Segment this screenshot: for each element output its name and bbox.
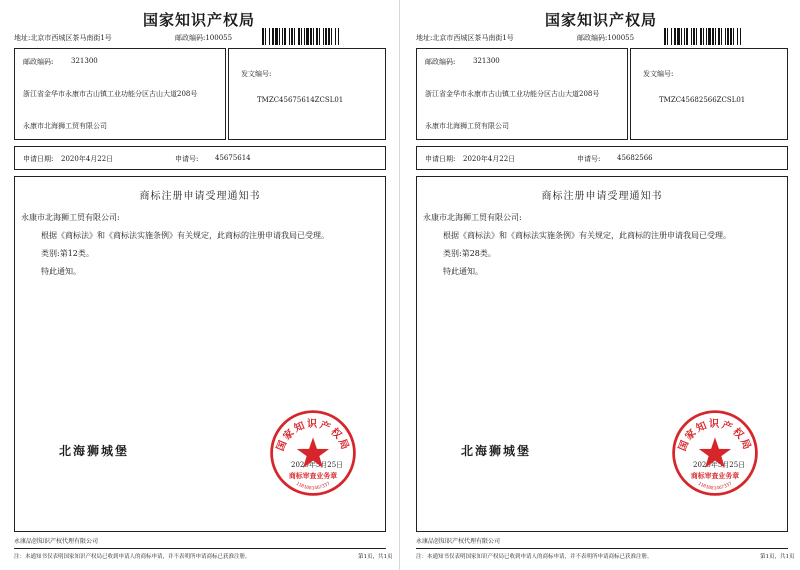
seal-bottom-text: 商标审查业务章: [690, 471, 740, 480]
application-info-box: [416, 146, 788, 170]
svg-text:1101081467337: [697, 481, 733, 492]
office-address: 地址:北京市西城区茶马南街1号: [14, 34, 112, 42]
apply-no-label: 申请号:: [577, 155, 601, 163]
seal-top-text: 国家知识产权局: [676, 418, 754, 453]
page-number: 第1页，共1页: [358, 554, 393, 560]
doc-no: TMZC45682566ZCSL01: [659, 96, 746, 104]
notice-body-box: [416, 176, 788, 532]
body-paragraph: 根据《商标法》和《商标法实施条例》有关规定，此商标的注册申请我局已受理。: [443, 231, 731, 240]
office-postal: 邮政编码:100055: [175, 34, 233, 42]
apply-date: 2020年4月22日: [61, 155, 114, 163]
recipient-address: 浙江省金华市永康市古山镇工业功能分区古山大道208号: [23, 90, 198, 98]
issue-date: 2020年5月25日: [291, 461, 344, 469]
applicant-signature: 北海狮城堡: [59, 444, 130, 458]
salutation: 永康市北海狮工贸有限公司:: [423, 213, 522, 222]
notice-title: 商标注册申请受理通知书: [139, 191, 261, 202]
footnote: 注：本通知书仅表明国家知识产权局已收到申请人的商标申请，并不表明所申请商标已获准注册。: [14, 554, 251, 560]
apply-date: 2020年4月22日: [463, 155, 516, 163]
agency-name: 永康品创知识产权代理有限公司: [416, 538, 501, 545]
postal-code: 321300: [71, 57, 98, 65]
doc-number-box: [228, 48, 386, 140]
office-address: 地址:北京市西城区茶马南街1号: [416, 34, 514, 42]
apply-date-label: 申请日期:: [23, 155, 54, 163]
apply-no: 45682566: [617, 154, 653, 162]
seal-bottom-text: 商标审查业务章: [288, 471, 338, 480]
notice-body-box: [14, 176, 386, 532]
recipient-name: 永康市北海狮工贸有限公司: [23, 122, 107, 130]
doc-number-box: [630, 48, 788, 140]
apply-no: 45675614: [215, 154, 251, 162]
page-divider: [399, 0, 400, 570]
recipient-box: [416, 48, 628, 140]
notice-sheet-2: [402, 0, 800, 570]
salutation: 永康市北海狮工贸有限公司:: [21, 213, 120, 222]
doc-no-label: 发文编号:: [643, 70, 674, 78]
apply-no-label: 申请号:: [175, 155, 199, 163]
official-seal-icon: [267, 407, 359, 499]
notice-sheet-1: [0, 0, 398, 570]
postal-label: 邮政编码:: [23, 58, 54, 66]
footnote-rule: [14, 548, 386, 549]
doc-no: TMZC45675614ZCSL01: [257, 96, 344, 104]
closing-line: 特此通知。: [443, 267, 483, 276]
seal-code: 1101081467337: [696, 481, 734, 492]
official-seal-icon: [669, 407, 761, 499]
class-line: 类别:第28类。: [443, 249, 496, 258]
footnote-rule: [416, 548, 788, 549]
recipient-box: [14, 48, 226, 140]
notice-title: 商标注册申请受理通知书: [541, 191, 663, 202]
agency-name: 永康品创知识产权代理有限公司: [14, 538, 99, 545]
recipient-name: 永康市北海狮工贸有限公司: [425, 122, 509, 130]
office-header: 国家知识产权局: [544, 11, 657, 29]
body-paragraph: 根据《商标法》和《商标法实施条例》有关规定，此商标的注册申请我局已受理。: [41, 231, 329, 240]
office-postal: 邮政编码:100055: [577, 34, 635, 42]
footnote: 注：本通知书仅表明国家知识产权局已收到申请人的商标申请，并不表明所申请商标已获准注册。: [416, 554, 653, 560]
doc-no-label: 发文编号:: [241, 70, 272, 78]
recipient-address: 浙江省金华市永康市古山镇工业功能分区古山大道208号: [425, 90, 600, 98]
barcode: [664, 28, 788, 45]
postal-label: 邮政编码:: [425, 58, 456, 66]
postal-code: 321300: [473, 57, 500, 65]
closing-line: 特此通知。: [41, 267, 81, 276]
seal-top-text: 国家知识产权局: [274, 418, 352, 453]
barcode: [262, 28, 386, 45]
application-info-box: [14, 146, 386, 170]
apply-date-label: 申请日期:: [425, 155, 456, 163]
svg-text:1101081467337: [295, 481, 331, 492]
office-header: 国家知识产权局: [142, 11, 255, 29]
issue-date: 2020年5月25日: [693, 461, 746, 469]
page-number: 第1页，共1页: [760, 554, 795, 560]
seal-code: 1101081467337: [294, 481, 332, 492]
class-line: 类别:第12类。: [41, 249, 94, 258]
applicant-signature: 北海狮城堡: [461, 444, 532, 458]
